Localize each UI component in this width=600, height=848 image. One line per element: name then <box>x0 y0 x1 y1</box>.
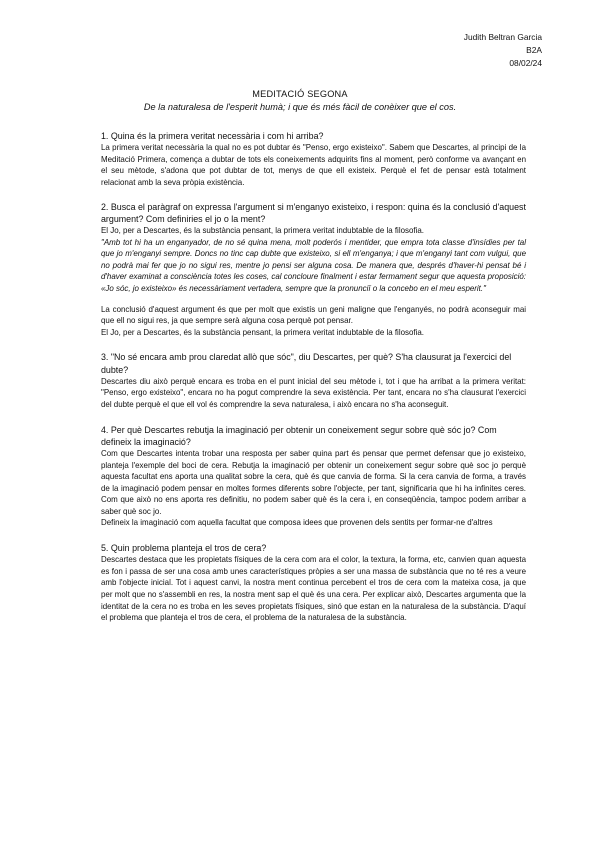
document-subtitle: De la naturalesa de l'esperit humà; i que és més fàcil de conèixer que el cos. <box>143 102 457 112</box>
question-1: 1. Quina és la primera veritat necessària i com hi arriba? <box>101 131 324 141</box>
document-title: MEDITACIÓ SEGONA <box>252 89 348 99</box>
answer-4-paragraph-2: Defineix la imaginació com aquella facultat que composa idees que provenen dels sentits per formar-ne d'altres <box>101 518 493 528</box>
title-block <box>100 88 500 114</box>
answer-2-quote: "Amb tot hi ha un enganyador, de no sé quina mena, molt poderós i mentider, que empra tota classe d'insídies per tal que jo m'enganyi sempre. Doncs no tinc cap dubte que existeixo, si ell m'enganya; i que m'enganyi tant com vulgui, que no podrà mai fer que jo no sigui res, mentre jo pensi ser alguna cosa. De manera que, després d'haver-hi pensat bé i d'haver examinat a consciència totes les coses, cal concloure finalment i estar fermament segur que aquesta proposició: «Jo sóc, jo existeixo» és necessàriament vertadera, sempre que la pronunciï o la concebo en el meu esperit." <box>101 237 526 293</box>
answer-4-paragraph-1: Com que Descartes intenta trobar una resposta per saber quina part és pensar que permet defensar que jo existeixo, planteja l'exemple del boci de cera. Rebutja la imaginació per obtenir un coneixement segur sobre què soc jo perquè aquesta facultat ens aporta una qualitat sobre la cera, què és que canvia de forma. Si la cera canvia de forma, a través de la imaginació podem pensar en moltes formes diferents sobre l'objecte, per tant, significaria que hi ha infinites ceres. Com que això no ens aporta res definitiu, no podem saber què és la cera i, en conseqüència, tampoc podem arribar a saber què soc jo. <box>101 448 526 516</box>
class-group: B2A <box>526 45 542 55</box>
answer-2-definition: El Jo, per a Descartes, és la substància pensant, la primera veritat indubtable de la filosofia. <box>101 327 424 337</box>
document-body <box>101 130 526 624</box>
section-2 <box>101 201 526 339</box>
author-name: Judith Beltran Garcia <box>463 32 542 42</box>
answer-1-paragraph-1: La primera veritat necessària la qual no es pot dubtar és "Penso, ergo existeixo". Sabem que Descartes, al principi de la Meditació Primera, comença a dubtar de tots els coneixements adquirits fins al moment, però conforme va avançant en el seu mètode, s'adona que pot dubtar de tot, menys de que ell existeix. Perquè el fet de pensar està totalment relacionat amb la seva pròpia existència. <box>101 143 526 187</box>
answer-3-paragraph-1: Descartes diu això perquè encara es troba en el punt inicial del seu mètode i, tot i que ha arribat a la primera veritat: "Penso, ergo existeixo", encara no ha pogut comprendre la seva existència. Per tant, encara no s'ha clausurat l'exercici del dubte perquè el que ell vol és comprendre la seva naturalesa, i això encara no s'ha aconseguit. <box>101 376 526 409</box>
question-3: 3. "No sé encara amb prou claredat allò que sóc", diu Descartes, per què? S'ha clausurat ja l'exercici del dubte? <box>101 352 512 375</box>
section-4 <box>101 424 526 530</box>
question-4: 4. Per què Descartes rebutja la imaginació per obtenir un coneixement segur sobre què sóc jo? Com defineix la imaginació? <box>101 424 497 447</box>
section-3 <box>101 351 526 410</box>
document-date: 08/02/24 <box>509 58 542 68</box>
section-1 <box>101 130 526 189</box>
answer-2-conclusion: La conclusió d'aquest argument és que per molt que existís un geni maligne que l'enganyés, no podrà aconseguir mai que ell no sigui res, ja que sempre serà alguna cosa perquè pot pensar. <box>101 304 526 326</box>
document-header <box>464 31 542 70</box>
section-5 <box>101 542 526 624</box>
question-5: 5. Quin problema planteja el tros de cera? <box>101 543 267 554</box>
answer-2-paragraph-1: El Jo, per a Descartes, és la substància pensant, la primera veritat indubtable de la filosofia. <box>101 225 424 235</box>
question-2: 2. Busca el paràgraf on expressa l'argument si m'enganyo existeixo, i respon: quina és la conclusió d'aquest argument? Com definiries el jo o la ment? <box>101 201 526 224</box>
answer-5-paragraph-1: Descartes destaca que les propietats físiques de la cera com ara el color, la textura, la forma, etc, canvien quan aquesta es fon i passa de ser una cosa amb unes característiques pròpies a ser una massa de substància que no té res a veure amb l'objecte inicial. Tot i aquest canvi, la nostra ment continua percebent el tros de cera com la mateixa cosa, ja que per molt que no s'assembli en res, la nostra ment sap el què és una cera. Per explicar això, Descartes argumenta que la identitat de la cera no es troba en les seves propietats físiques, sinó que estan en la naturalesa de la substància. D'aquí el problema que planteja el tros de cera, el problema de la naturalesa de la substància. <box>101 555 526 623</box>
